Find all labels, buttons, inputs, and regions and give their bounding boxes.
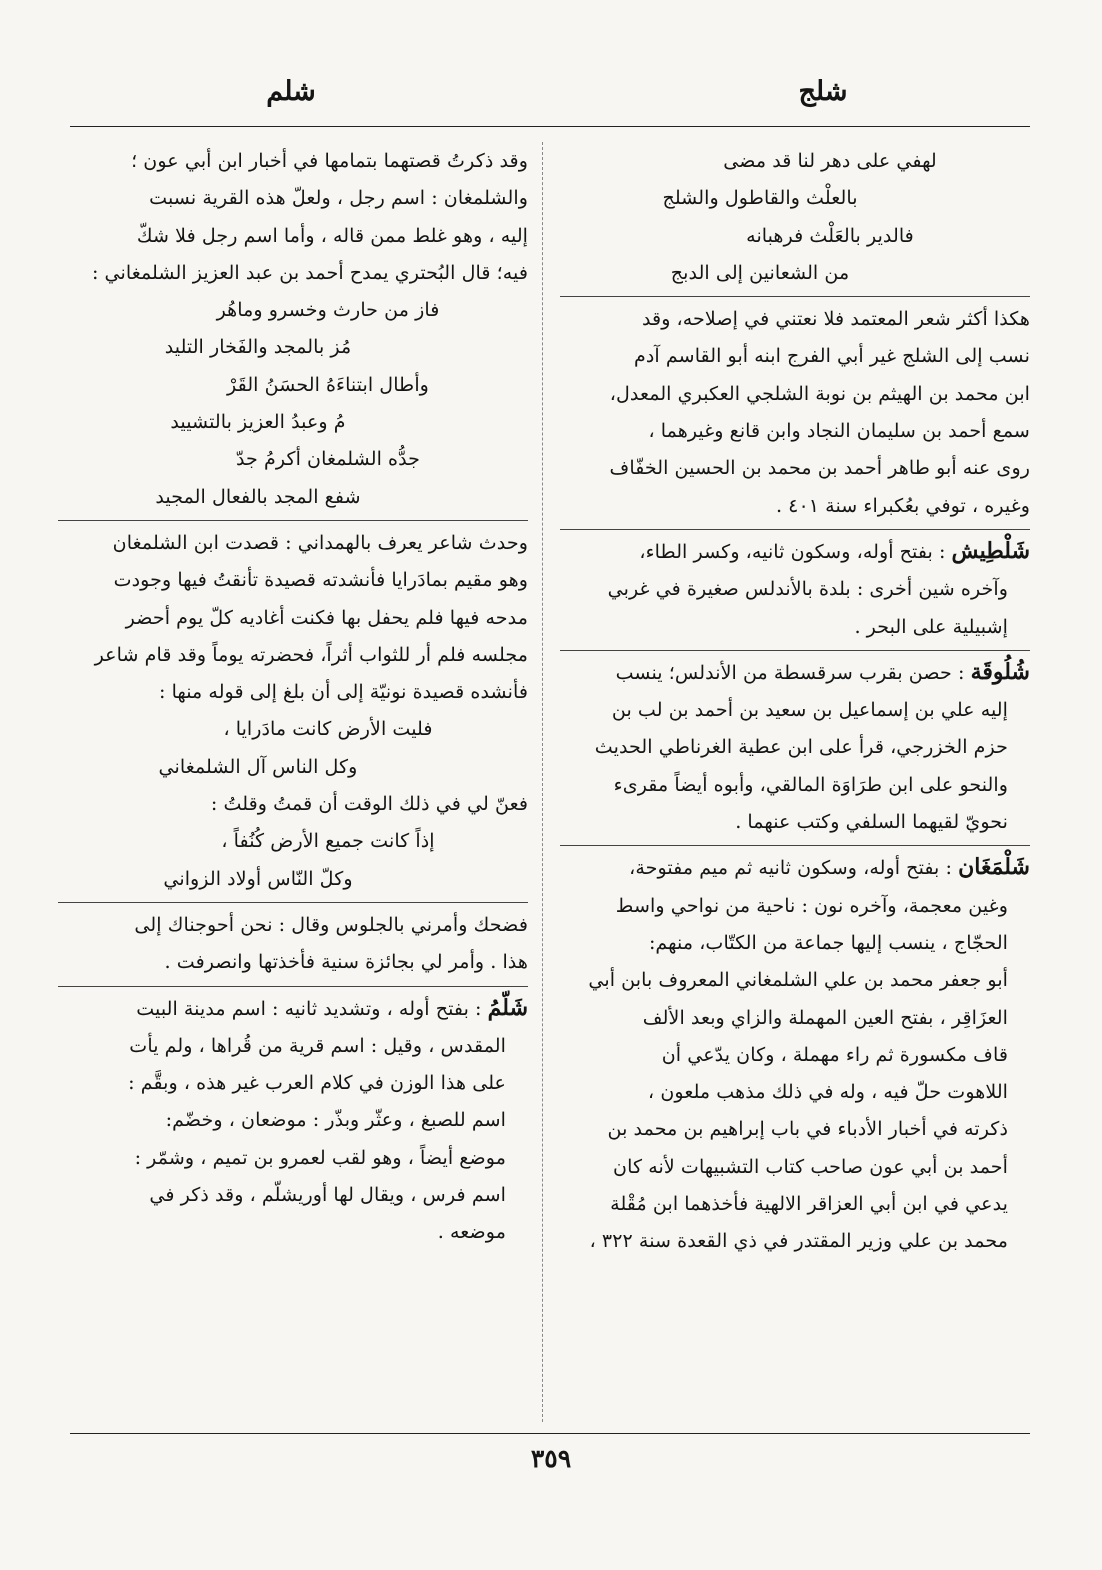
- text-line: فضحك وأمرني بالجلوس وقال : نحن أحوجناك إلى: [134, 912, 528, 936]
- text-line: وغين معجمة، وآخره نون : ناحية من نواحي واسط: [615, 893, 1008, 917]
- verse-line: فليت الأرض كانت مادَرايا ،: [223, 717, 433, 741]
- running-head-left: شلم: [266, 76, 316, 107]
- poem-shalaj: [560, 142, 1030, 291]
- left-column: [58, 142, 528, 1424]
- text-line: فيه؛ قال البُحتري يمدح أحمد بن عبد العزيز الشلمغاني :: [91, 260, 528, 284]
- text-line: وآخره شين أخرى : بلدة بالأندلس صغيرة في غربي: [607, 577, 1008, 601]
- text-line: إشبيلية على البحر .: [854, 614, 1008, 638]
- verse-line: لهفي على دهر لنا قد مضى: [723, 149, 937, 172]
- text-line: على هذا الوزن في كلام العرب غير هذه ، وبقَّم :: [128, 1071, 506, 1095]
- entry-headword: شُلُوقَة: [970, 658, 1030, 685]
- paragraph-continuation: [58, 142, 528, 291]
- verse-line: من الشعانين إلى الدبج: [670, 260, 850, 284]
- verse-line: شفع المجد بالفعال المجيد: [155, 484, 361, 508]
- paragraph-shalaj: [560, 300, 1030, 524]
- text-line: : بفتح أوله ، وتشديد ثانيه : اسم مدينة البيت: [136, 996, 482, 1020]
- entry-shallam: [58, 990, 528, 1251]
- verse-line: بالعلْث والقاطول والشلج: [662, 186, 858, 210]
- top-rule: [70, 126, 1030, 127]
- text-line: ذكرته في أخبار الأدباء في باب إبراهيم بن محمد بن: [607, 1117, 1008, 1141]
- text-line: مجلسه فلم أر للثواب أثراً، فحضرته يوماً وقد قام شاعر: [94, 642, 528, 666]
- text-line: حزم الخزرجي، قرأ على ابن عطية الغرناطي الحديث: [594, 735, 1008, 759]
- text-line: سمع أحمد بن سليمان النجاد وابن قانع وغيرهما ،: [648, 419, 1030, 443]
- entry-headword: شَلْمَغَان: [958, 854, 1030, 881]
- text-line: نسب إلى الشلج غير أبي الفرج ابنه أبو القاسم آدم: [634, 344, 1030, 368]
- text-line: وغيره ، توفي بعُكبراء سنة ٤٠١ .: [775, 493, 1030, 517]
- verse-line: فاز من حارث وخسرو وماهُر: [216, 298, 440, 322]
- text-line: يدعي في ابن أبي العزاقر الالهية فأخذهما ابن مُقْلة: [610, 1192, 1008, 1216]
- text-line: اسم فرس ، ويقال لها أوريشلّم ، وقد ذكر في: [149, 1183, 506, 1207]
- text-line: ابن محمد بن الهيثم بن نوبة الشلجي العكبري المعدل،: [609, 381, 1030, 405]
- entry-shalmaghan: [560, 849, 1030, 1259]
- paragraph-hamadani: [58, 524, 528, 710]
- text-line: وحدث شاعر يعرف بالهمداني : قصدت ابن الشلمغان: [112, 530, 528, 554]
- text-line: نحويّ لقيهما السلفي وكتب عنهما .: [735, 810, 1008, 834]
- entry-separator: [560, 296, 1030, 297]
- text-line: : حصن بقرب سرقسطة من الأندلس؛ ينسب: [615, 660, 965, 684]
- entry-separator: [58, 520, 528, 521]
- text-line: أبو جعفر محمد بن علي الشلمغاني المعروف بابن أبي: [588, 968, 1008, 992]
- verse-line: مُز بالمجد والفَخار التليد: [164, 335, 352, 359]
- entry-headword: شَلْطِيش: [951, 537, 1030, 564]
- right-column: [560, 142, 1030, 1424]
- entry-separator: [560, 529, 1030, 530]
- text-line: إليه ، وهو غلط ممن قاله ، وأما اسم رجل فلا شكّ: [136, 223, 528, 247]
- entry-shaltish: [560, 533, 1030, 645]
- poem-nuniyya: [58, 710, 528, 785]
- text-line: وهو مقيم بمادَرايا فأنشدته قصيدة تأنقتُ فيها وجودت: [113, 568, 528, 592]
- entry-shaluqa: [560, 654, 1030, 840]
- text-line: اسم للصبغ ، وعثّر وبذّر : موضعان ، وخضّم:: [165, 1108, 506, 1132]
- text-line: المقدس ، وقيل : اسم قرية من قُراها ، ولم يأت: [129, 1033, 506, 1057]
- text-line: فأنشده قصيدة نونيّة إلى أن بلغ إلى قوله منها :: [159, 680, 528, 704]
- entry-separator: [560, 650, 1030, 651]
- text-line: وقد ذكرتُ قصتهما بتمامها في أخبار ابن أبي عون ؛: [131, 149, 528, 172]
- text-line: إليه علي بن إسماعيل بن سعيد بن أحمد بن لب بن: [611, 698, 1008, 722]
- page-number: ٣٥٩: [530, 1444, 572, 1473]
- text-line: موضع أيضاً ، وهو لقب لعمرو بن تميم ، وشمّر :: [134, 1145, 506, 1169]
- text-line: اللاهوت حلّ فيه ، وله في ذلك مذهب ملعون ،: [648, 1080, 1008, 1104]
- verse-line: جدُّه الشلمغان أكرمُ جدّ: [235, 447, 421, 471]
- running-head-right: شلج: [798, 76, 848, 107]
- entry-separator: [58, 986, 528, 987]
- text-line: : بفتح أوله، وسكون ثانيه ثم ميم مفتوحة،: [629, 856, 952, 880]
- paragraph-ending: [58, 906, 528, 981]
- verse-line: وكل الناس آل الشلمغاني: [158, 754, 358, 778]
- verse-line: وأطال ابتناءَهُ الحسَنُ القَرْ: [227, 372, 429, 396]
- text-line: أحمد بن أبي عون صاحب كتاب التشبيهات لأنه كان: [613, 1154, 1008, 1178]
- entry-separator: [560, 845, 1030, 846]
- verse-line: مُ وعبدُ العزيز بالتشييد: [170, 410, 346, 434]
- text-line: هذا . وأمر لي بجائزة سنية فأخذتها وانصرفت .: [164, 950, 528, 974]
- entry-headword: شَلّمُ: [487, 994, 528, 1021]
- entry-separator: [58, 902, 528, 903]
- text-line: هكذا أكثر شعر المعتمد فلا نعتني في إصلاحه، وقد: [641, 307, 1030, 331]
- text-line: قاف مكسورة ثم راء مهملة ، وكان يدّعي أن: [661, 1042, 1008, 1066]
- bottom-rule: [70, 1433, 1030, 1434]
- poem-reply: [58, 822, 528, 897]
- column-divider: [542, 142, 543, 1422]
- text-line: والشلمغان : اسم رجل ، ولعلّ هذه القرية نسبت: [149, 186, 528, 210]
- verse-line: وكلّ النّاس أولاد الزواني: [163, 866, 353, 890]
- poem-buhturi: [58, 291, 528, 515]
- text-line: مدحه فيها فلم يحفل بها فكنت أغاديه كلّ يوم أحضر: [125, 605, 528, 629]
- text-line: العزَاقِر ، بفتح العين المهملة والزاي وبعد الألف: [642, 1005, 1008, 1029]
- text-line: محمد بن علي وزير المقتدر في ذي القعدة سنة ٣٢٢ ،: [589, 1229, 1008, 1253]
- text-line: فعنّ لي في ذلك الوقت أن قمتُ وقلتُ :: [210, 792, 528, 816]
- text-line: موضعه .: [437, 1220, 506, 1244]
- text-line: والنحو على ابن طرَاوَة المالقي، وأبوه أيضاً مقرىء: [613, 772, 1008, 796]
- text-line: الحجّاج ، ينسب إليها جماعة من الكتّاب، منهم:: [648, 930, 1008, 954]
- text-line: : بفتح أوله، وسكون ثانيه، وكسر الطاء،: [639, 539, 946, 563]
- text-line: روى عنه أبو طاهر أحمد بن محمد بن الحسين الخفّاف: [609, 456, 1030, 480]
- verse-line: فالدير بالعَلْث فرهبانه: [746, 223, 914, 247]
- verse-line: إذاً كانت جميع الأرض كُنُفاً ،: [221, 829, 435, 853]
